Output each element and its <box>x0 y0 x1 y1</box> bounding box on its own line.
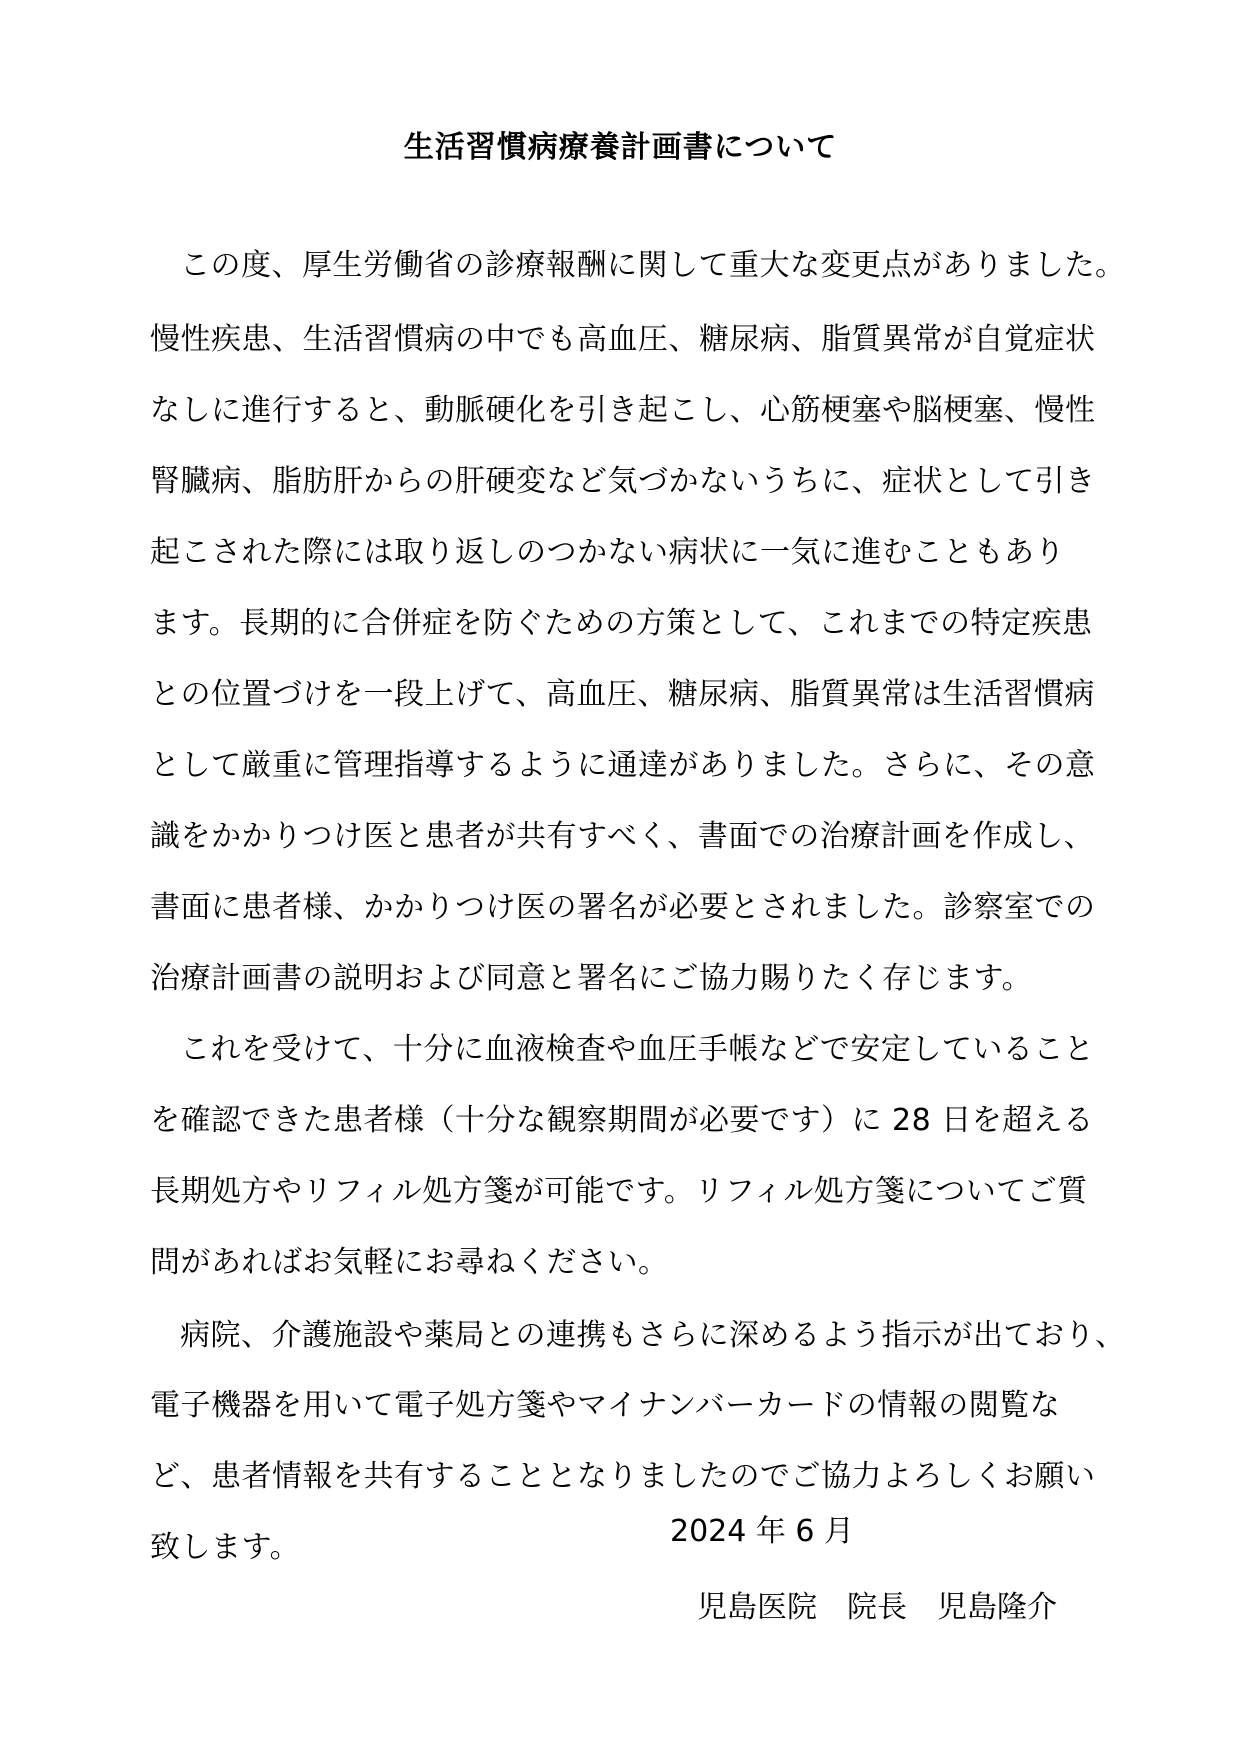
body-line: 識をかかりつけ医と患者が共有すべく、書面での治療計画を作成し、 <box>150 819 1095 854</box>
body-line: 電子機器を用いて電子処方箋やマイナンバーカードの情報の閲覧な <box>150 1388 1061 1423</box>
body-line: ど、患者情報を共有することとなりましたのでご協力よろしくお願い <box>150 1459 1096 1494</box>
body-line: 長期処方やリフィル処方箋が可能です。リフィル処方箋についてご質 <box>150 1174 1088 1209</box>
body-line: ます。長期的に合併症を防ぐための方策として、これまでの特定疾患 <box>150 606 1093 641</box>
body-line: 慢性疾患、生活習慣病の中でも高血圧、糖尿病、脂質異常が自覚症状 <box>150 322 1096 357</box>
document-title: 生活習慣病療養計画書について <box>403 130 838 165</box>
body-line: なしに進行すると、動脈硬化を引き起こし、心筋梗塞や脳梗塞、慢性 <box>150 393 1096 428</box>
body-line: 腎臓病、脂肪肝からの肝硬変など気づかないうちに、症状として引き <box>150 464 1096 499</box>
body-line: 治療計画書の説明および同意と署名にご協力賜りたく存じます。 <box>150 961 1033 996</box>
document-signature: 児島医院 院長 児島隆介 <box>697 1590 1057 1625</box>
document-date: 2024 年 6 月 <box>670 1514 855 1549</box>
body-line: 問があればお気軽にお尋ねください。 <box>150 1245 669 1280</box>
body-line: 書面に患者様、かかりつけ医の署名が必要とされました。診察室での <box>150 890 1096 925</box>
body-line: を確認できた患者様（十分な観察期間が必要です）に 28 日を超える <box>150 1103 1094 1138</box>
body-line: 病院、介護施設や薬局との連携もさらに深めるよう指示が出ており、 <box>180 1318 1126 1353</box>
body-line: として厳重に管理指導するように通達がありました。さらに、その意 <box>150 748 1096 783</box>
body-line: 起こされた際には取り返しのつかない病状に一気に進むこともあり <box>150 535 1065 570</box>
body-line: これを受けて、十分に血液検査や血圧手帳などで安定していること <box>180 1032 1095 1067</box>
body-line: 致します。 <box>150 1530 301 1565</box>
body-line: この度、厚生労働省の診療報酬に関して重大な変更点がありました。 <box>180 248 1126 283</box>
body-line: との位置づけを一段上げて、高血圧、糖尿病、脂質異常は生活習慣病 <box>150 677 1095 712</box>
